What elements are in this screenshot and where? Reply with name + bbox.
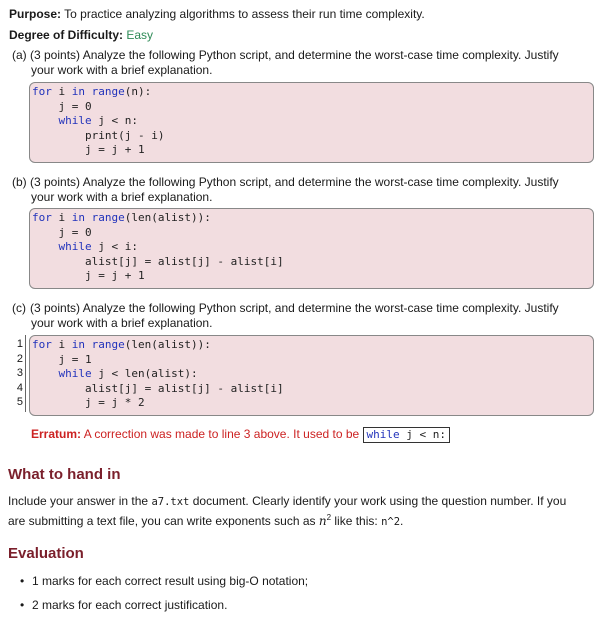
line-number: 5 bbox=[16, 396, 23, 408]
line-number: 2 bbox=[16, 352, 23, 365]
line-number: 4 bbox=[16, 381, 23, 394]
code-keyword: range bbox=[91, 85, 125, 98]
hand-in-text: . bbox=[400, 514, 404, 528]
code-keyword: while bbox=[58, 240, 92, 253]
line-numbers bbox=[9, 337, 23, 410]
code-line-5: j = j * 2 bbox=[32, 396, 145, 409]
question-number: (c) bbox=[12, 301, 26, 315]
line-number: 1 bbox=[16, 338, 23, 350]
code-keyword: while bbox=[58, 114, 92, 127]
question-text-line2: your work with a brief explanation. bbox=[31, 190, 213, 204]
question-a bbox=[12, 48, 597, 78]
question-number: (a) bbox=[12, 48, 27, 62]
code-keyword: for bbox=[32, 211, 52, 224]
code-keyword: range bbox=[91, 338, 125, 351]
code-keyword: for bbox=[32, 85, 52, 98]
difficulty-line bbox=[9, 27, 153, 43]
evaluation-heading: Evaluation bbox=[8, 545, 84, 562]
code-text: (len(alist)): bbox=[124, 211, 211, 224]
code-text: j < len(alist): bbox=[91, 367, 198, 380]
erratum-text: A correction was made to line 3 above. It used to be bbox=[83, 427, 360, 442]
code-line-1 bbox=[32, 85, 593, 100]
code-line-4: alist[j] = alist[j] - alist[i] bbox=[32, 254, 284, 268]
purpose-line bbox=[9, 6, 425, 22]
evaluation-item bbox=[20, 598, 227, 612]
code-keyword: in bbox=[71, 211, 85, 224]
erratum-label: Erratum: bbox=[31, 427, 82, 442]
code-text: j < i: bbox=[91, 240, 138, 253]
code-line-2: j = 0 bbox=[32, 99, 92, 113]
code-text: j < n: bbox=[91, 114, 138, 127]
question-text-line2: your work with a brief explanation. bbox=[31, 316, 213, 330]
code-line-5: j = j + 1 bbox=[32, 269, 145, 282]
math-exponent: 2 bbox=[326, 513, 332, 522]
code-block-a bbox=[29, 82, 594, 163]
code-keyword: while bbox=[58, 367, 92, 380]
erratum-old-code bbox=[363, 427, 450, 443]
code-line-3 bbox=[32, 114, 593, 129]
code-text: i bbox=[58, 85, 66, 98]
code-text: j < n: bbox=[399, 428, 447, 441]
code-line-2: j = 1 bbox=[32, 352, 92, 366]
code-line-1 bbox=[32, 211, 593, 226]
code-keyword: for bbox=[32, 338, 52, 351]
code-text: (n): bbox=[124, 85, 152, 98]
hand-in-line2 bbox=[8, 510, 598, 530]
code-line-5: j = j + 1 bbox=[32, 143, 145, 156]
code-line-3 bbox=[32, 367, 593, 382]
question-text-line1: (3 points) Analyze the following Python script, and determine the worst-case time complexity. Justify bbox=[30, 48, 559, 62]
hand-in-text: Include your answer in the bbox=[8, 494, 149, 508]
evaluation-item-text: 2 marks for each correct justification. bbox=[32, 598, 228, 612]
line-number: 3 bbox=[16, 367, 23, 379]
code-keyword: range bbox=[91, 211, 125, 224]
code-line-4: print(j - i) bbox=[32, 128, 165, 142]
difficulty-value: Easy bbox=[126, 28, 154, 42]
code-line-1 bbox=[32, 338, 593, 353]
evaluation-item bbox=[20, 574, 308, 588]
code-block-c bbox=[29, 335, 594, 416]
hand-in-heading: What to hand in bbox=[8, 466, 121, 483]
hand-in-paragraph bbox=[8, 493, 598, 530]
hand-in-line1 bbox=[8, 493, 598, 510]
question-b bbox=[12, 175, 597, 205]
erratum-note bbox=[31, 427, 450, 443]
code-keyword: in bbox=[71, 85, 85, 98]
code-keyword: in bbox=[71, 338, 85, 351]
hand-in-text: like this: bbox=[334, 514, 378, 528]
code-keyword: while bbox=[366, 428, 400, 441]
purpose-text: To practice analyzing algorithms to assess their run time complexity. bbox=[64, 7, 425, 21]
question-number: (b) bbox=[12, 175, 27, 189]
question-text-line2: your work with a brief explanation. bbox=[31, 63, 213, 77]
code-text: i bbox=[58, 211, 66, 224]
question-text-line1: (3 points) Analyze the following Python script, and determine the worst-case time complexity. Justify bbox=[30, 175, 559, 189]
question-c bbox=[12, 301, 597, 331]
code-line-4: alist[j] = alist[j] - alist[i] bbox=[32, 381, 284, 395]
code-text: (len(alist)): bbox=[124, 338, 211, 351]
bullet-icon: • bbox=[20, 598, 25, 612]
difficulty-label: Degree of Difficulty: bbox=[9, 28, 124, 42]
code-line-2: j = 0 bbox=[32, 225, 92, 239]
math-base: n bbox=[318, 514, 327, 528]
line-number-divider bbox=[25, 335, 26, 412]
hand-in-text: document. Clearly identify your work using the question number. If you bbox=[192, 494, 567, 508]
purpose-label: Purpose: bbox=[9, 7, 62, 21]
exponent-example: n^2 bbox=[381, 516, 401, 528]
code-line-3 bbox=[32, 240, 593, 255]
bullet-icon: • bbox=[20, 574, 25, 588]
filename: a7.txt bbox=[151, 496, 190, 508]
hand-in-text: are submitting a text file, you can write exponents such as bbox=[8, 514, 316, 528]
evaluation-item-text: 1 marks for each correct result using big-O notation; bbox=[32, 574, 309, 588]
code-text: i bbox=[58, 338, 66, 351]
question-text-line1: (3 points) Analyze the following Python script, and determine the worst-case time complexity. Justify bbox=[30, 301, 559, 315]
code-block-b bbox=[29, 208, 594, 289]
